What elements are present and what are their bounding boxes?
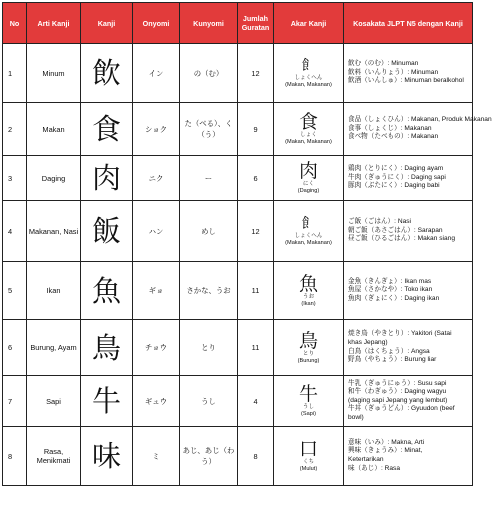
kanji-meaning: Rasa, Menikmati xyxy=(27,427,81,486)
kunyomi-reading: た（べる）、く（う） xyxy=(180,103,238,156)
vocab-list xyxy=(344,103,492,156)
vocab-item: 魚肉（ぎょにく）: Daging ikan xyxy=(348,294,440,302)
vocab-item: 豚肉（ぶたにく）: Daging babi xyxy=(348,182,440,190)
radical-meaning: (Sapi) xyxy=(301,411,316,417)
kanji-meaning: Sapi xyxy=(27,376,81,427)
radical-meaning: (Ikan) xyxy=(301,300,316,307)
stroke-count: 11 xyxy=(238,320,274,376)
onyomi-reading: ニク xyxy=(133,156,180,201)
vocab-item: 野鳥（やちょう）: Burung liar xyxy=(348,356,437,364)
kunyomi-reading: あじ、あじ（わう） xyxy=(180,427,238,486)
vocab-item: bowl) xyxy=(348,413,364,421)
vocab-list xyxy=(344,156,473,201)
kanji-character: 食 xyxy=(81,103,133,156)
kanji-meaning: Burung, Ayam xyxy=(27,320,81,376)
kunyomi-reading: ー xyxy=(180,156,238,201)
table-row xyxy=(3,262,473,320)
onyomi-reading: イン xyxy=(133,44,180,103)
vocab-list xyxy=(344,427,473,486)
vocab-item: 飲酒（いんしゅ）: Minuman beralkohol xyxy=(348,77,464,85)
stroke-count: 12 xyxy=(238,201,274,262)
kunyomi-reading: とり xyxy=(180,320,238,376)
radical-meaning: (Mulut) xyxy=(299,466,318,472)
kanji-meaning: Minum xyxy=(27,44,81,103)
row-number: 5 xyxy=(3,262,27,320)
vocab-item: 白鳥（はくちょう）: Angsa xyxy=(348,347,430,355)
vocab-item: 興味（きょうみ）: Minat, xyxy=(348,447,423,455)
radical-reading: しょくへん xyxy=(294,233,323,239)
radical-character: 食 xyxy=(298,111,318,133)
table-row xyxy=(3,320,473,376)
radical-character: 口 xyxy=(298,438,318,460)
vocab-item: 和牛（わぎゅう）: Daging wagyu xyxy=(348,388,447,396)
radical-reading: しょくへん xyxy=(294,75,323,81)
radical-reading: とり xyxy=(302,350,315,357)
onyomi-reading: ショク xyxy=(133,103,180,156)
vocab-item: 焼き鳥（やきとり）: Yakitori (Satai xyxy=(348,330,452,338)
stroke-count: 12 xyxy=(238,44,274,103)
onyomi-reading: ギョ xyxy=(133,262,180,320)
radical-meaning: (Makan, Makanan) xyxy=(285,139,332,145)
row-number: 6 xyxy=(3,320,27,376)
vocab-item: 牛丼（ぎゅうどん）: Gyuudon (beef xyxy=(348,405,455,413)
header-onyomi: Onyomi xyxy=(133,3,180,44)
radical-character: 肉 xyxy=(298,160,318,182)
row-number: 1 xyxy=(3,44,27,103)
kanji-meaning: Makanan, Nasi xyxy=(27,201,81,262)
row-number: 4 xyxy=(3,201,27,262)
radical-meaning: (Burung) xyxy=(297,357,320,364)
stroke-count: 8 xyxy=(238,427,274,486)
radical-meaning: (Makan, Makanan) xyxy=(285,82,332,88)
vocab-item: 魚屋（さかなや）: Toko ikan xyxy=(348,286,433,294)
header-kunyomi: Kunyomi xyxy=(180,3,238,44)
radical-cell xyxy=(274,103,344,156)
vocab-list xyxy=(344,262,473,320)
kunyomi-reading: の（む） xyxy=(180,44,238,103)
header-kanji: Kanji xyxy=(81,3,133,44)
vocab-item: 飲む（のむ）: Minuman xyxy=(348,60,419,68)
radical-cell xyxy=(274,156,344,201)
vocab-list xyxy=(344,44,473,103)
header-row xyxy=(3,3,473,44)
vocab-item: 朝ご飯（あさごはん）: Sarapan xyxy=(348,226,443,234)
stroke-count: 6 xyxy=(238,156,274,201)
radical-cell xyxy=(274,376,344,427)
vocab-item: 牛乳（ぎゅうにゅう）: Susu sapi xyxy=(348,379,447,387)
radical-character: 牛 xyxy=(298,383,318,405)
stroke-count: 4 xyxy=(238,376,274,427)
kanji-character: 牛 xyxy=(81,376,133,427)
radical-meaning: (Makan, Makanan) xyxy=(285,240,332,246)
vocab-item: 昼ご飯（ひるごはん）: Makan siang xyxy=(348,235,455,243)
kanji-table xyxy=(2,2,492,486)
vocab-item: 飲料（いんりょう）: Minuman xyxy=(348,68,439,76)
radical-cell xyxy=(274,320,344,376)
vocab-list xyxy=(344,376,473,427)
radical-reading: しょく xyxy=(300,132,317,138)
radical-reading: うお xyxy=(302,293,315,300)
header-jumlah: Jumlah Guratan xyxy=(238,3,274,44)
kanji-character: 飯 xyxy=(81,201,133,262)
table-row xyxy=(3,201,473,262)
row-number: 8 xyxy=(3,427,27,486)
onyomi-reading: ミ xyxy=(133,427,180,486)
header-akar: Akar Kanji xyxy=(274,3,344,44)
vocab-item: 食べ物（たべもの）: Makanan xyxy=(348,133,439,141)
radical-character: 鳥 xyxy=(298,329,318,352)
kanji-meaning: Makan xyxy=(27,103,81,156)
radical-cell xyxy=(274,427,344,486)
radical-reading: くち xyxy=(302,459,315,465)
radical-character: 飠 xyxy=(301,58,316,74)
onyomi-reading: チョウ xyxy=(133,320,180,376)
kanji-character: 肉 xyxy=(81,156,133,201)
vocab-item: 意味（いみ）: Makna, Arti xyxy=(348,438,425,446)
row-number: 7 xyxy=(3,376,27,427)
kanji-character: 味 xyxy=(81,427,133,486)
table-row xyxy=(3,156,473,201)
vocab-item: 食品（しょくひん）: Makanan, Produk Makanan xyxy=(348,116,492,124)
vocab-list xyxy=(344,201,473,262)
vocab-item: 食事（しょくじ）: Makanan xyxy=(348,124,432,132)
stroke-count: 9 xyxy=(238,103,274,156)
table-row xyxy=(3,376,473,427)
header-kosakata: Kosakata JLPT N5 dengan Kanji xyxy=(344,3,473,44)
stroke-count: 11 xyxy=(238,262,274,320)
radical-cell xyxy=(274,44,344,103)
radical-character: 飠 xyxy=(301,216,316,232)
kunyomi-reading: めし xyxy=(180,201,238,262)
vocab-item: (daging sapi Jepang yang lembut) xyxy=(348,396,448,404)
radical-cell xyxy=(274,201,344,262)
table-row xyxy=(3,103,473,156)
kanji-character: 鳥 xyxy=(81,320,133,376)
onyomi-reading: ギュウ xyxy=(133,376,180,427)
table-row xyxy=(3,427,473,486)
kanji-character: 魚 xyxy=(81,262,133,320)
vocab-list xyxy=(344,320,473,376)
row-number: 2 xyxy=(3,103,27,156)
vocab-item: khas Jepang) xyxy=(348,338,388,346)
radical-cell xyxy=(274,262,344,320)
radical-meaning: (Daging) xyxy=(297,188,320,194)
radical-reading: にく xyxy=(302,181,315,187)
header-arti: Arti Kanji xyxy=(27,3,81,44)
kunyomi-reading: さかな、うお xyxy=(180,262,238,320)
radical-reading: うし xyxy=(302,404,315,410)
vocab-item: Ketertarikan xyxy=(348,456,384,463)
table-row xyxy=(3,44,473,103)
vocab-item: 牛肉（ぎゅうにく）: Daging sapi xyxy=(348,173,446,181)
kanji-meaning: Daging xyxy=(27,156,81,201)
vocab-item: 味（あじ）: Rasa xyxy=(348,464,401,472)
radical-character: 魚 xyxy=(298,272,318,295)
kanji-meaning: Ikan xyxy=(27,262,81,320)
onyomi-reading: ハン xyxy=(133,201,180,262)
kanji-character: 飲 xyxy=(81,44,133,103)
kunyomi-reading: うし xyxy=(180,376,238,427)
table-body xyxy=(3,44,492,486)
vocab-item: ご飯（ごはん）: Nasi xyxy=(348,218,412,226)
row-number: 3 xyxy=(3,156,27,201)
vocab-item: 金魚（きんぎょ）: Ikan mas xyxy=(348,277,432,285)
header-no: No xyxy=(3,3,27,44)
vocab-item: 鶏肉（とりにく）: Daging ayam xyxy=(348,165,444,173)
